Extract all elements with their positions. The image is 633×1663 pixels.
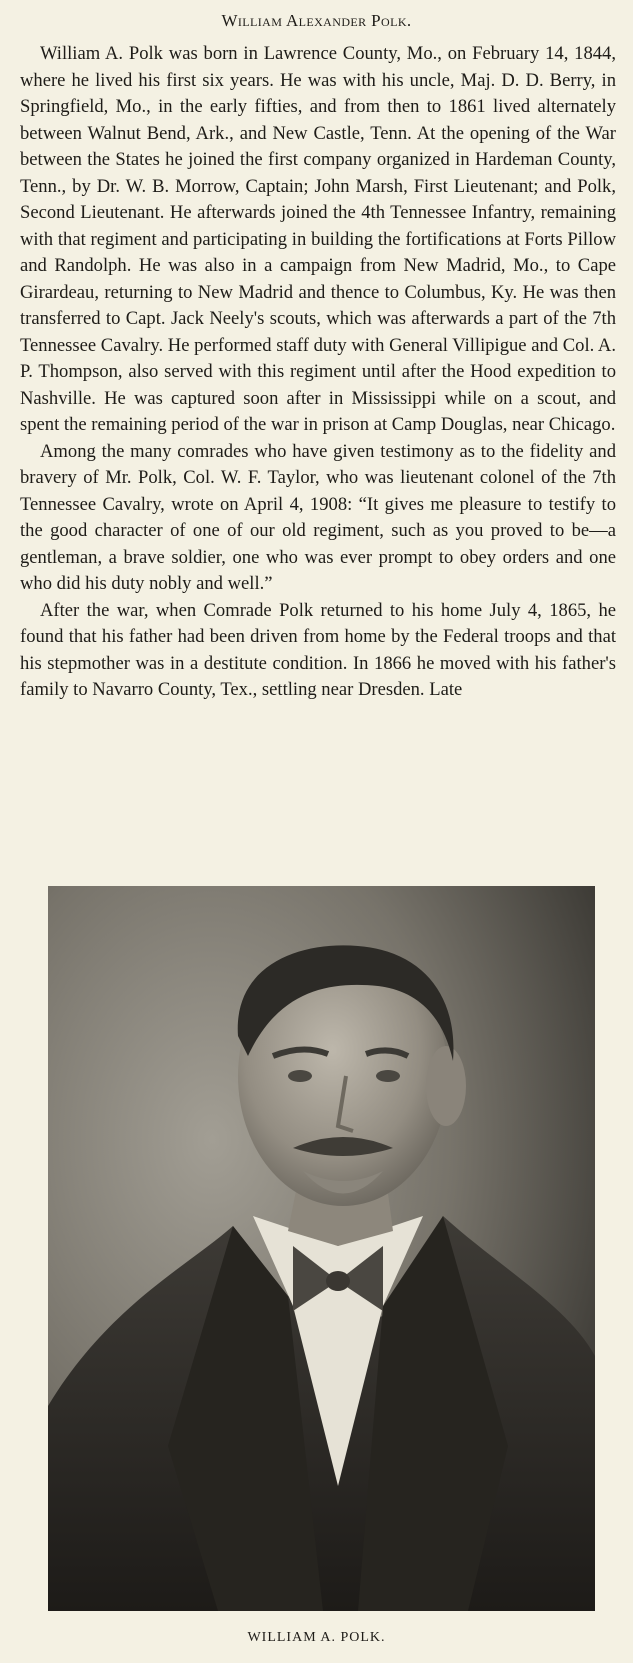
article-body: [20, 41, 616, 704]
portrait-illustration: [48, 886, 595, 1611]
paragraph-testimony: Among the many comrades who have given testimony as to the fidelity and bravery of Mr. Polk, Col. W. F. Taylor, who was lieutenant colonel of the 7th Tennessee Cavalry, wrote on April 4, 1908: “It gives me pleasure to testify to the good character of one of our old regiment, such as you proved to be—a gentleman, a brave soldier, one who was ever prompt to obey orders and one who did his duty nobly and well.”: [20, 440, 616, 594]
paragraph-birth-and-service: William A. Polk was born in Lawrence County, Mo., on February 14, 1844, where he lived his first six years. He was with his uncle, Maj. D. D. Berry, in Springfield, Mo., in the early fifties, and from then to 1861 lived alternately between Walnut Bend, Ark., and New Castle, Tenn. At the opening of the War between the States he joined the first company organized in Hardeman County, Tenn., by Dr. W. B. Morrow, Captain; John Marsh, First Lieutenant; and Polk, Second Lieutenant. He afterwards joined the 4th Tennessee Infantry, remaining with that regiment and participating in building the fortifications at Forts Pillow and Randolph. He was also in a campaign from New Madrid, Mo., to Cape Girardeau, returning to New Madrid and thence to Columbus, Ky. He was then transferred to Capt. Jack Neely's scouts, which was afterwards a part of the 7th Tennessee Cavalry. He performed staff duty with General Villipigue and Col. A. P. Thompson, also served with this regiment until after the Hood expedition to Nashville. He was captured soon after in Mississippi while on a scout, and spent the remaining period of the war in prison at Camp Douglas, near Chicago.: [20, 43, 616, 435]
photo-caption: WILLIAM A. POLK.: [247, 1630, 386, 1645]
portrait-photo: [48, 886, 595, 1611]
article-title: William Alexander Polk.: [221, 11, 412, 30]
paragraph-after-war: After the war, when Comrade Polk returned to his home July 4, 1865, he found that his father had been driven from home by the Federal troops and that his stepmother was in a destitute condition. In 1866 he moved with his father's family to Navarro County, Tex., settling near Dresden. Late: [20, 599, 616, 700]
